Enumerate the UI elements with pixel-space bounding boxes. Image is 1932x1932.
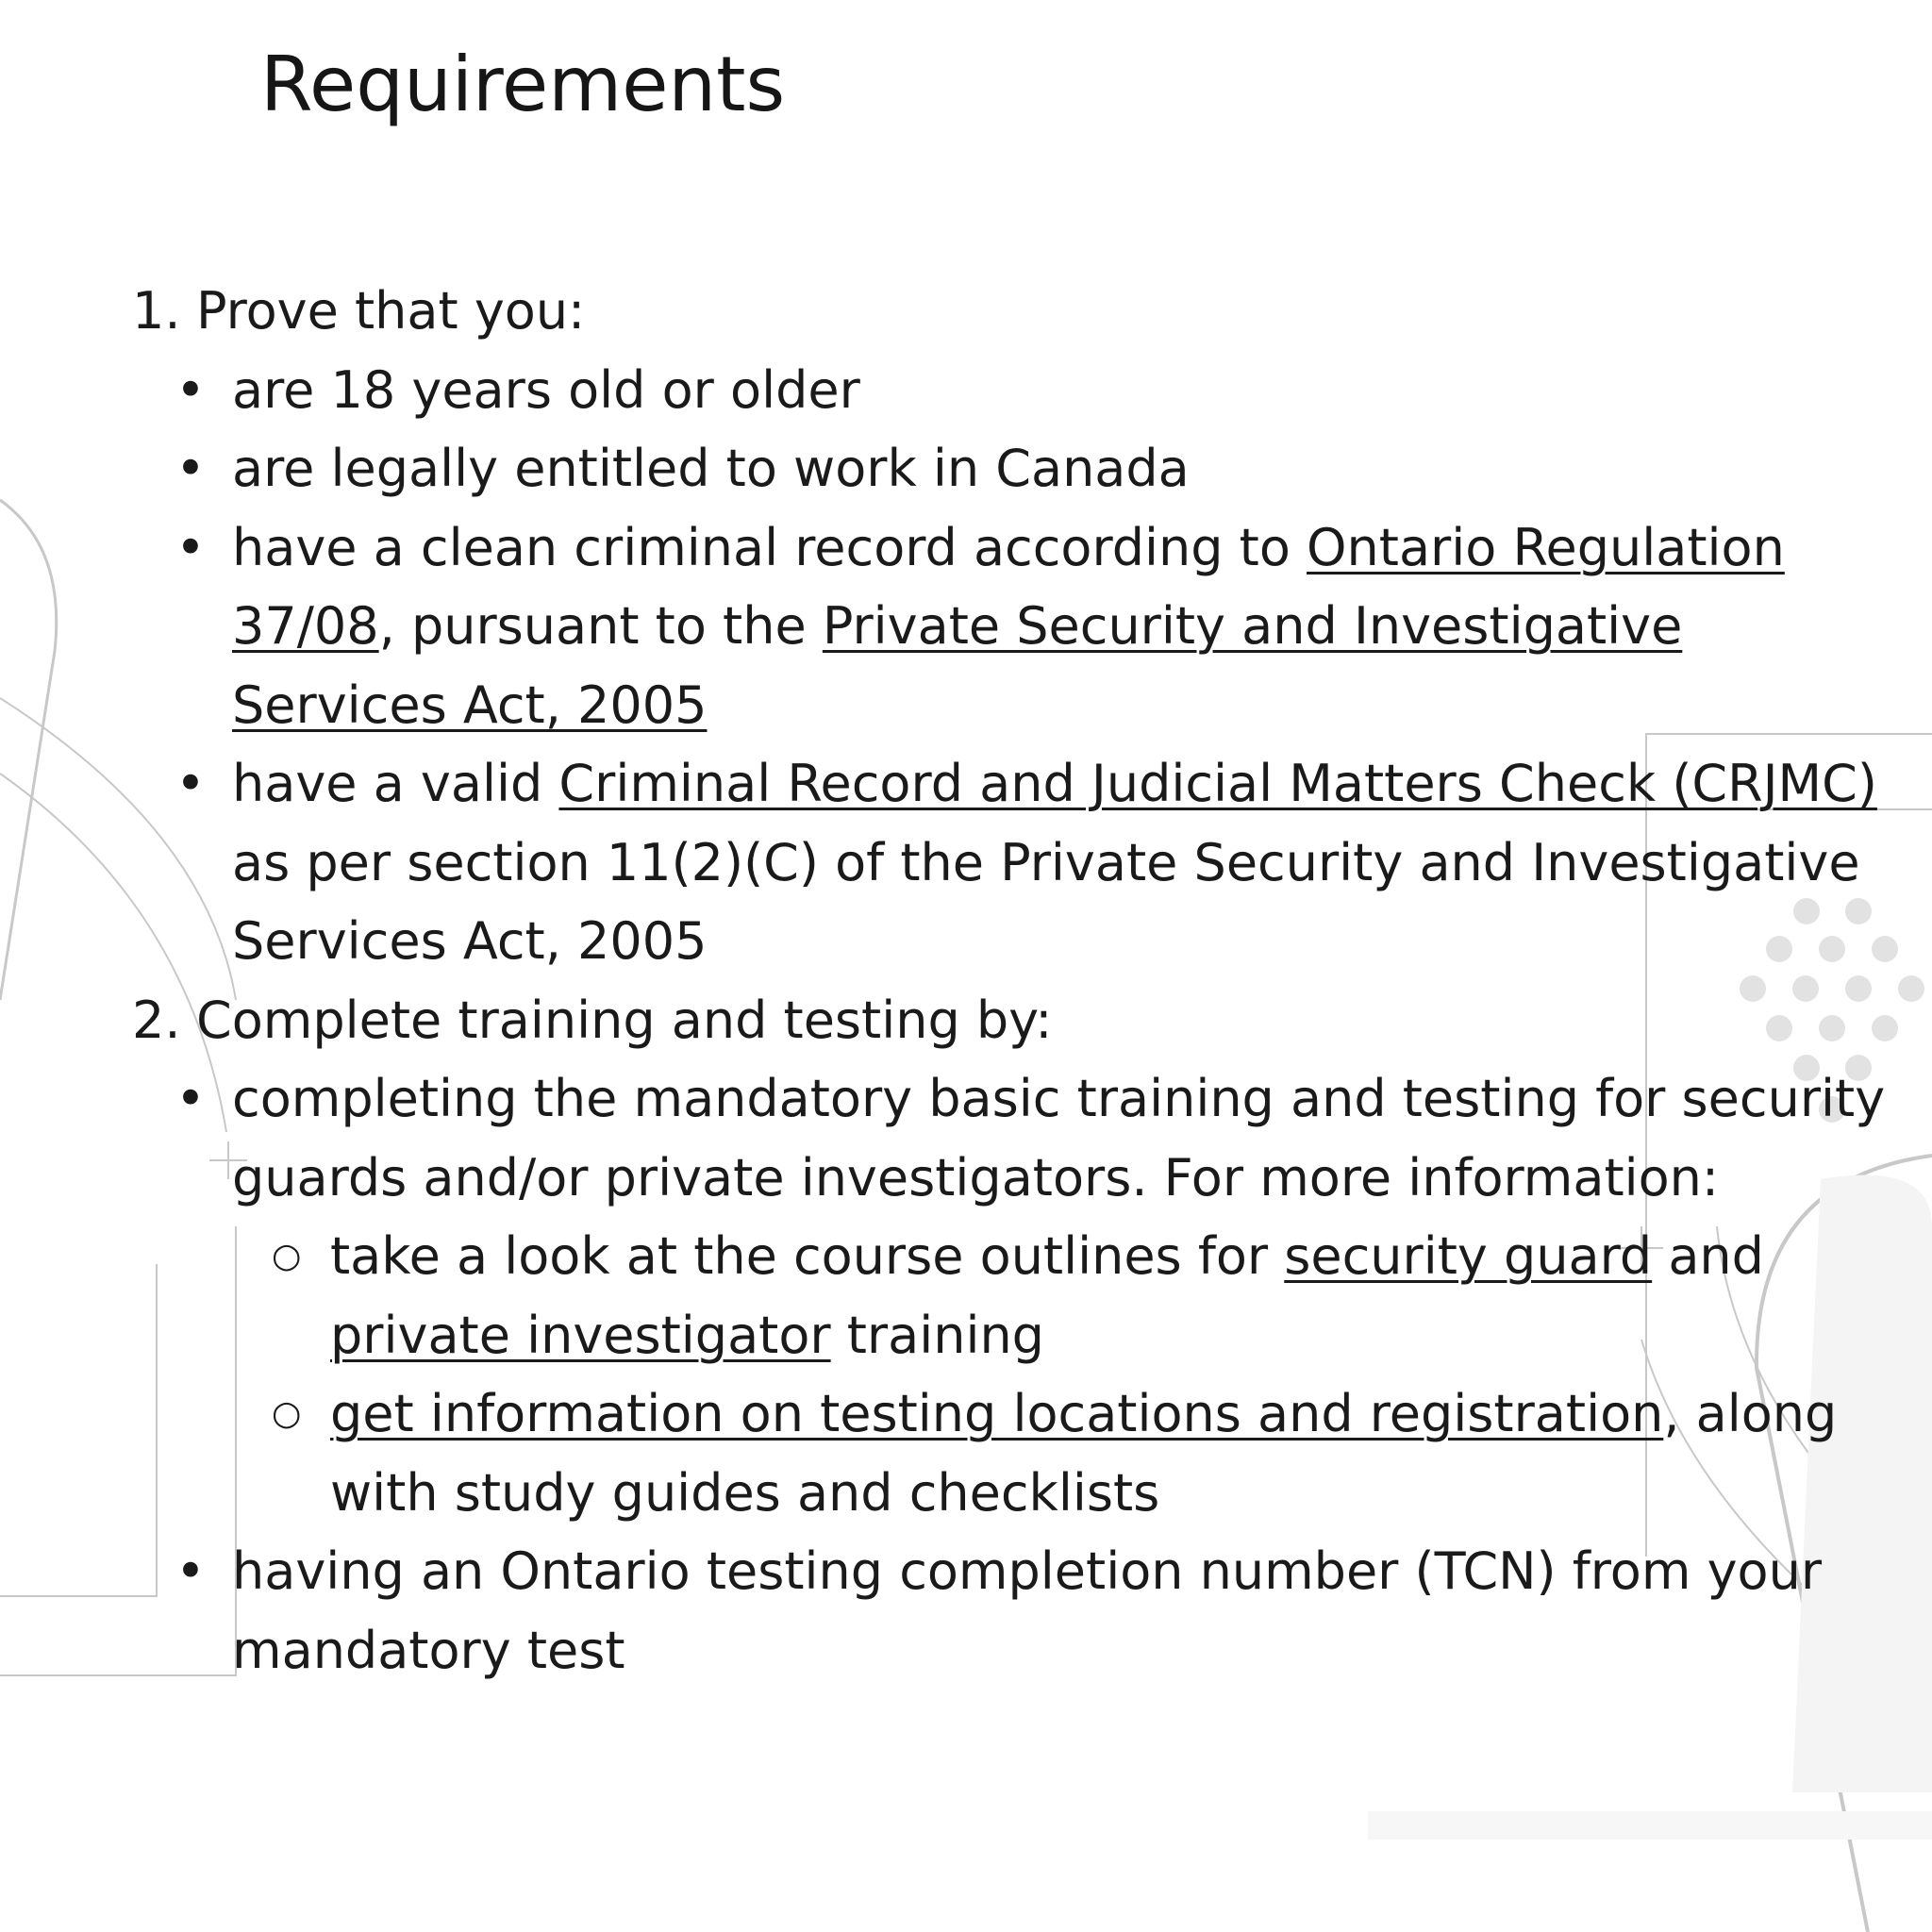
ontario-regulation-link[interactable]: Ontario Regulation 37/08 [232, 517, 1785, 656]
item-text: , pursuant to the [378, 596, 823, 656]
security-guard-link[interactable]: security guard [1284, 1226, 1653, 1286]
item-text: are legally entitled to work in Canada [232, 439, 1190, 498]
item-text: as per section 11(2)(C) of the Private Security and Investigative Services Act, 2005 [232, 832, 1860, 971]
circle-bullet-icon: ○ [272, 1394, 302, 1433]
item-text: , along with study guides and checklists [330, 1384, 1838, 1523]
item-text: have a clean criminal record according to [232, 517, 1307, 577]
step-heading: Prove that you: [196, 281, 586, 341]
list-item [132, 744, 1906, 981]
sub-list [232, 1217, 1906, 1532]
bullet-icon: • [175, 754, 206, 813]
step-number: 2. [132, 990, 181, 1050]
crjmc-link[interactable]: Criminal Record and Judicial Matters Check (CRJMC) [558, 754, 1877, 813]
item-text: completing the mandatory basic training and testing for security guards and/or private investigators. For more information: [232, 1069, 1886, 1208]
private-investigator-link[interactable]: private investigator [330, 1305, 831, 1365]
item-text: are 18 years old or older [232, 359, 860, 420]
item-text: training [830, 1305, 1044, 1365]
bullet-icon: • [175, 439, 206, 498]
item-text: have a valid [232, 754, 559, 813]
step-2-bullets [132, 1059, 1906, 1690]
item-text: take a look at the course outlines for [330, 1226, 1285, 1286]
step-heading: Complete training and testing by: [196, 990, 1053, 1050]
list-item [132, 351, 1906, 430]
step-1-bullets [132, 351, 1906, 981]
bullet-icon: • [175, 1069, 206, 1128]
sub-list-item [232, 1374, 1906, 1532]
testing-locations-link[interactable]: get information on testing locations and registration [330, 1384, 1664, 1443]
bullet-icon: • [175, 359, 206, 420]
sub-list-item [232, 1217, 1906, 1374]
page-title: Requirements [260, 41, 786, 128]
circle-bullet-icon: ○ [272, 1237, 302, 1275]
bullet-icon: • [175, 1541, 206, 1601]
requirements-list [132, 272, 1906, 1690]
step-number: 1. [132, 281, 181, 341]
list-item [132, 1059, 1906, 1532]
list-item [132, 508, 1906, 745]
step-1 [132, 272, 1906, 351]
list-item [132, 429, 1906, 508]
item-text: and [1652, 1226, 1764, 1286]
step-2 [132, 981, 1906, 1060]
item-text: having an Ontario testing completion number (TCN) from your mandatory test [232, 1541, 1823, 1680]
psisa-act-link[interactable]: Private Security and Investigative Services Act, 2005 [232, 596, 1683, 735]
bullet-icon: • [175, 517, 206, 577]
list-item [132, 1532, 1906, 1690]
